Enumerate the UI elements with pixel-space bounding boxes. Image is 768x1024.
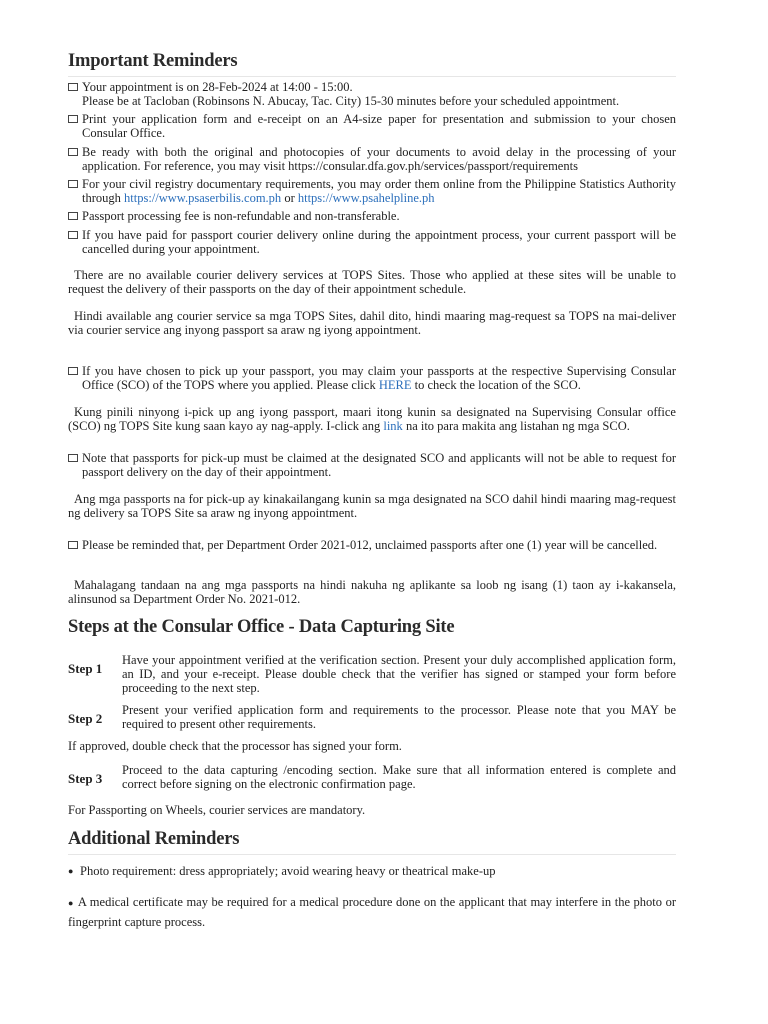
heading-divider <box>68 854 676 855</box>
sco-list-link[interactable]: link <box>383 419 403 433</box>
checkbox-icon <box>68 212 78 220</box>
psahelpline-link[interactable]: https://www.psahelpline.ph <box>297 191 435 205</box>
psaserbilis-link[interactable]: https://www.psaserbilis.com.ph <box>124 191 282 205</box>
reminder-text: Please be reminded that, per Department Order 2021-012, unclaimed passports after one (1) year will be cancelled. <box>82 538 658 552</box>
bullet-text: A medical certificate may be required for a medical procedure done on the applicant that may interfere in the photo or fingerprint capture process. <box>68 895 677 929</box>
unclaimed-note-tagalog: Mahalagang tandaan na ang mga passports na hindi nakuha ng aplikante sa loob ng isang (1) taon ay i-kakansela, alinsunod sa Department Order No. 2021-012. <box>68 578 676 606</box>
reminder-unclaimed <box>68 538 676 552</box>
bullet-icon: ● <box>68 866 74 876</box>
step-3-label: Step 3 <box>68 771 103 786</box>
sco-location-link[interactable]: HERE <box>378 378 412 392</box>
reminder-courier-cancel <box>68 228 676 256</box>
bullet-text: Photo requirement: dress appropriately; avoid wearing heavy or theatrical make-up <box>80 864 496 878</box>
checkbox-icon <box>68 180 78 188</box>
appointment-location-text: Please be at Tacloban (Robinsons N. Abucay, Tac. City) 15-30 minutes before your scheduled appointment. <box>82 94 620 108</box>
reminder-text-part: If you have chosen to pick up your passport, you may claim your passports at the respective Supervising Consular Office (SCO) of the TOPS where you applied. Please click <box>82 364 676 392</box>
courier-unavailable-note: There are no available courier delivery services at TOPS Sites. Those who applied at these sites will be unable to request the delivery of their passports on the day of their appointment schedule. <box>68 268 676 296</box>
bullet-photo <box>68 864 676 878</box>
reminder-text: Print your application form and e-receipt on an A4-size paper for presentation and submission to your chosen Consular Office. <box>82 112 676 140</box>
step-1-label: Step 1 <box>68 661 103 676</box>
reminder-documents <box>68 145 676 173</box>
reminder-pickup-claim <box>68 451 676 479</box>
reminder-text-part: or <box>281 191 298 205</box>
checkbox-icon <box>68 454 78 462</box>
steps-heading: Steps at the Consular Office - Data Capturing Site <box>68 617 455 637</box>
reminder-text-part: to check the location of the SCO. <box>411 378 581 392</box>
note-text-part: Kung pinili ninyong i-pick up ang iyong passport, maari itong kunin sa designated na Supervising Consular office (SCO) ng TOPS Site kung saan kayo ay nag-apply. I-click ang <box>68 405 676 433</box>
checkbox-icon <box>68 148 78 156</box>
step-3-text: Proceed to the data capturing /encoding section. Make sure that all information entered is complete and correct before signing on the electronic confirmation page. <box>122 763 676 791</box>
step-2-note: If approved, double check that the processor has signed your form. <box>68 739 402 753</box>
reminder-print-form <box>68 112 676 140</box>
checkbox-icon <box>68 367 78 375</box>
reminder-text <box>82 364 676 392</box>
reminder-text: Note that passports for pick-up must be claimed at the designated SCO and applicants will not be able to request for passport delivery on the day of their appointment. <box>82 451 676 479</box>
reminder-civil-registry <box>68 177 676 205</box>
reminder-text: Passport processing fee is non-refundable and non-transferable. <box>82 209 400 223</box>
additional-reminders-heading: Additional Reminders <box>68 829 240 849</box>
pickup-claim-note-tagalog: Ang mga passports na for pick-up ay kinakailangang kunin sa mga designated na SCO dahil hindi maaring mag-request ng delivery sa TOPS Site sa araw ng inyong appointment. <box>68 492 676 520</box>
appointment-date-text: Your appointment is on 28-Feb-2024 at 14:00 - 15:00. <box>82 80 353 94</box>
important-reminders-heading: Important Reminders <box>68 51 238 71</box>
reminder-fee <box>68 209 676 223</box>
reminder-text: If you have paid for passport courier delivery online during the appointment process, your current passport will be cancelled during your appointment. <box>82 228 676 256</box>
step-1-text: Have your appointment verified at the verification section. Present your duly accomplished application form, an ID, and your e-receipt. Please double check that the verifier has signed or stamped your form before proceeding to the next step. <box>122 653 676 695</box>
heading-divider <box>68 76 676 77</box>
reminder-pickup <box>68 364 676 392</box>
pickup-note-tagalog <box>68 405 676 433</box>
reminder-text-part: For your civil registry documentary requirements, you may order them online from the Philippine Statistics Authority through <box>82 177 676 205</box>
checkbox-icon <box>68 541 78 549</box>
checkbox-icon <box>68 115 78 123</box>
reminder-appointment <box>68 80 676 108</box>
step-3-note: For Passporting on Wheels, courier services are mandatory. <box>68 803 366 817</box>
step-2-label: Step 2 <box>68 711 103 726</box>
bullet-icon: ● <box>68 898 74 908</box>
courier-unavailable-note-tagalog: Hindi available ang courier service sa mga TOPS Sites, dahil dito, hindi maaring mag-request sa TOPS na mai-deliver via courier service ang inyong passport sa araw ng iyong appointment. <box>68 309 676 337</box>
checkbox-icon <box>68 83 78 91</box>
note-text-part: na ito para makita ang listahan ng mga SCO. <box>402 419 630 433</box>
bullet-medical <box>68 892 676 932</box>
reminder-text <box>82 177 676 205</box>
step-2-text: Present your verified application form and requirements to the processor. Please note that you MAY be required to present other requirements. <box>122 703 676 731</box>
checkbox-icon <box>68 231 78 239</box>
reminder-text: Be ready with both the original and photocopies of your documents to avoid delay in the processing of your application. For reference, you may visit https://consular.dfa.gov.ph/services/passport/requirements <box>82 145 676 173</box>
